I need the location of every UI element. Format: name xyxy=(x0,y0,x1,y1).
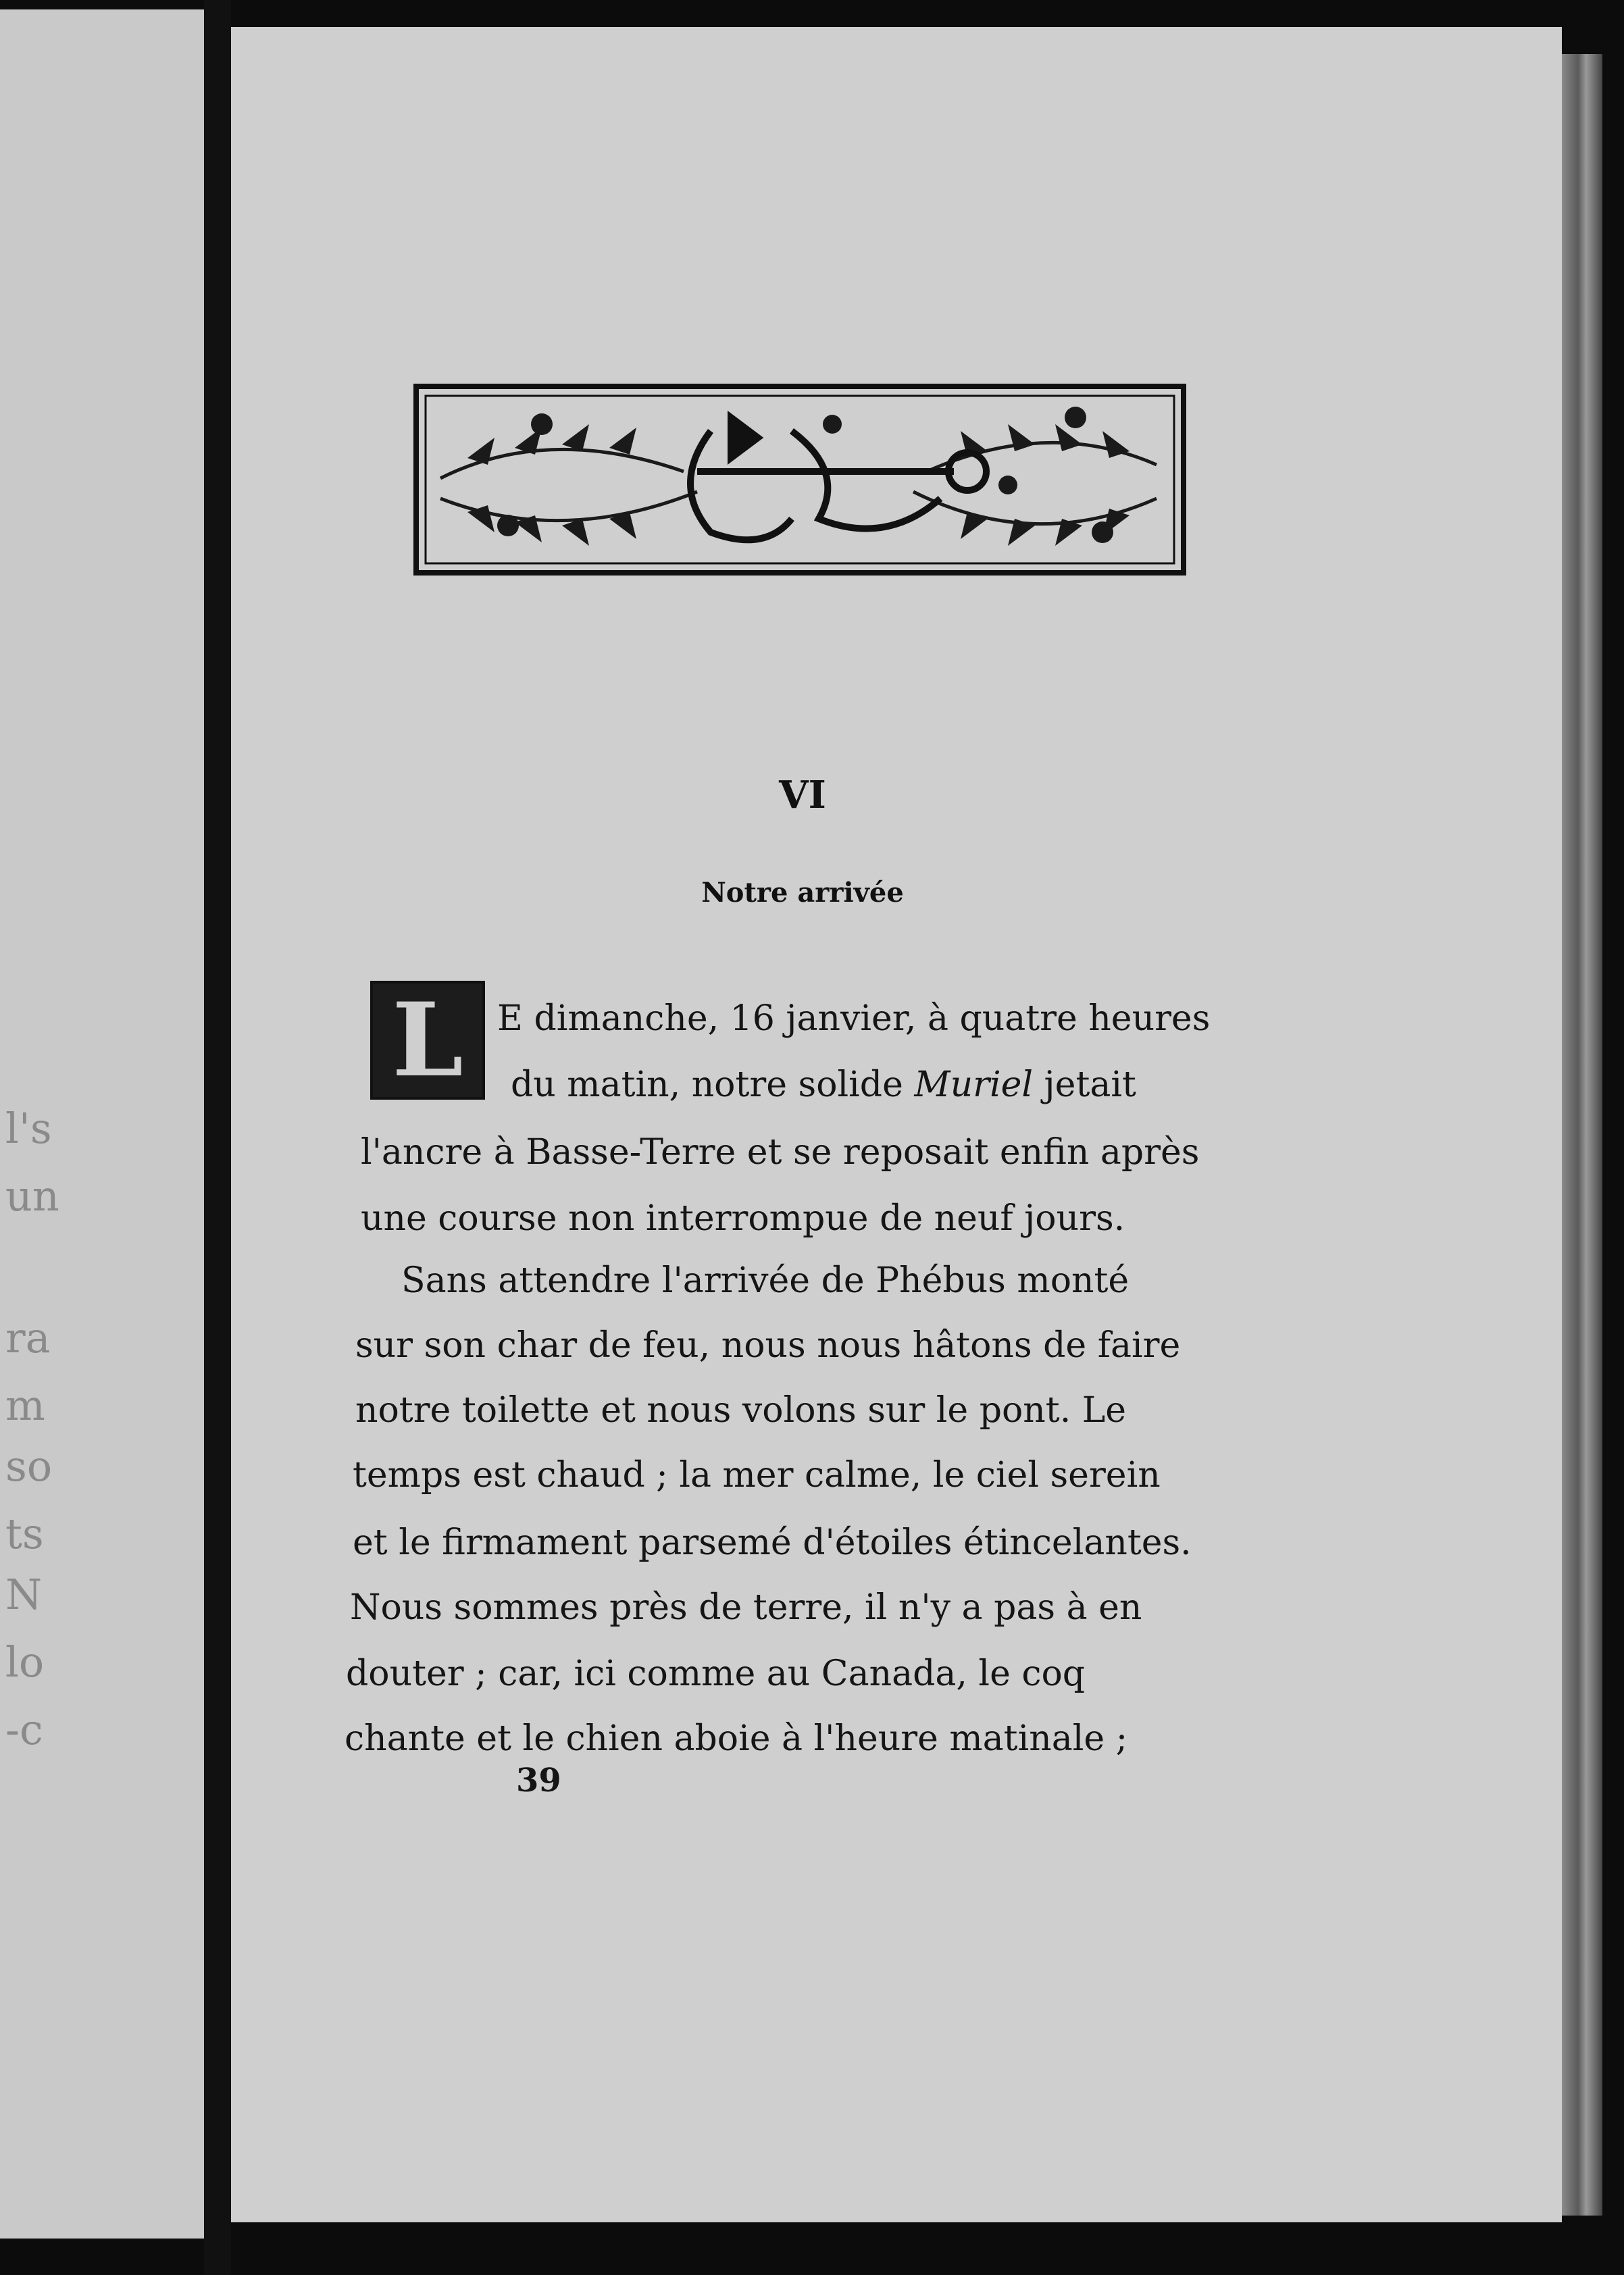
text-line xyxy=(497,998,1211,1039)
page-number: 39 xyxy=(516,1762,561,1799)
text-line xyxy=(401,1260,1130,1301)
text-line-text: et le firmament parsemé d'étoiles étincelantes. xyxy=(353,1523,1192,1563)
book-spine xyxy=(204,0,231,2275)
bleed-through-text: N xyxy=(5,1570,43,1619)
text-line-text-after: jetait xyxy=(1033,1065,1136,1105)
text-line xyxy=(355,1390,1127,1431)
text-line xyxy=(346,1654,1086,1694)
chapter-number: VI xyxy=(779,773,826,817)
text-line-text: temps est chaud ; la mer calme, le ciel serein xyxy=(353,1455,1161,1496)
text-line xyxy=(355,1325,1181,1366)
text-line xyxy=(353,1455,1161,1496)
bleed-through-text: un xyxy=(5,1171,59,1221)
floral-anchor-headpiece-icon xyxy=(413,384,1186,576)
ship-name: Muriel xyxy=(914,1065,1034,1105)
text-line xyxy=(353,1523,1192,1563)
text-line-text: sur son char de feu, nous nous hâtons de faire xyxy=(355,1325,1181,1366)
bleed-through-text: -c xyxy=(5,1705,43,1754)
text-line xyxy=(345,1718,1128,1759)
text-line-text: Nous sommes près de terre, il n'y a pas à en xyxy=(350,1587,1142,1628)
drop-cap xyxy=(370,981,485,1100)
text-line-text: notre toilette et nous volons sur le pont. Le xyxy=(355,1390,1127,1431)
text-line-text: chante et le chien aboie à l'heure matinale ; xyxy=(345,1718,1128,1759)
text-line-text: l'ancre à Basse-Terre et se reposait enfin après xyxy=(361,1132,1200,1173)
bleed-through-text: ts xyxy=(5,1509,44,1558)
chapter-title: Notre arrivée xyxy=(701,877,904,909)
text-line xyxy=(361,1198,1125,1239)
text-line-text: du matin, notre solide xyxy=(511,1065,915,1105)
bleed-through-text: ra xyxy=(5,1313,51,1362)
text-line xyxy=(350,1587,1142,1628)
bleed-through-text: m xyxy=(5,1381,45,1430)
drop-cap-letter: L xyxy=(392,981,463,1100)
bleed-through-text: so xyxy=(5,1441,53,1491)
page-edge xyxy=(1562,54,1602,2216)
text-line-text: E dimanche, 16 janvier, à quatre heures xyxy=(497,998,1211,1039)
text-line xyxy=(511,1065,1136,1105)
book-page xyxy=(231,27,1562,2222)
bleed-through-text: l's xyxy=(5,1104,52,1153)
bleed-through-text: lo xyxy=(5,1637,45,1687)
text-line-text: une course non interrompue de neuf jours. xyxy=(361,1198,1125,1239)
text-line-text: douter ; car, ici comme au Canada, le coq xyxy=(346,1654,1086,1694)
text-line xyxy=(361,1132,1200,1173)
text-line-text: Sans attendre l'arrivée de Phébus monté xyxy=(401,1260,1130,1301)
